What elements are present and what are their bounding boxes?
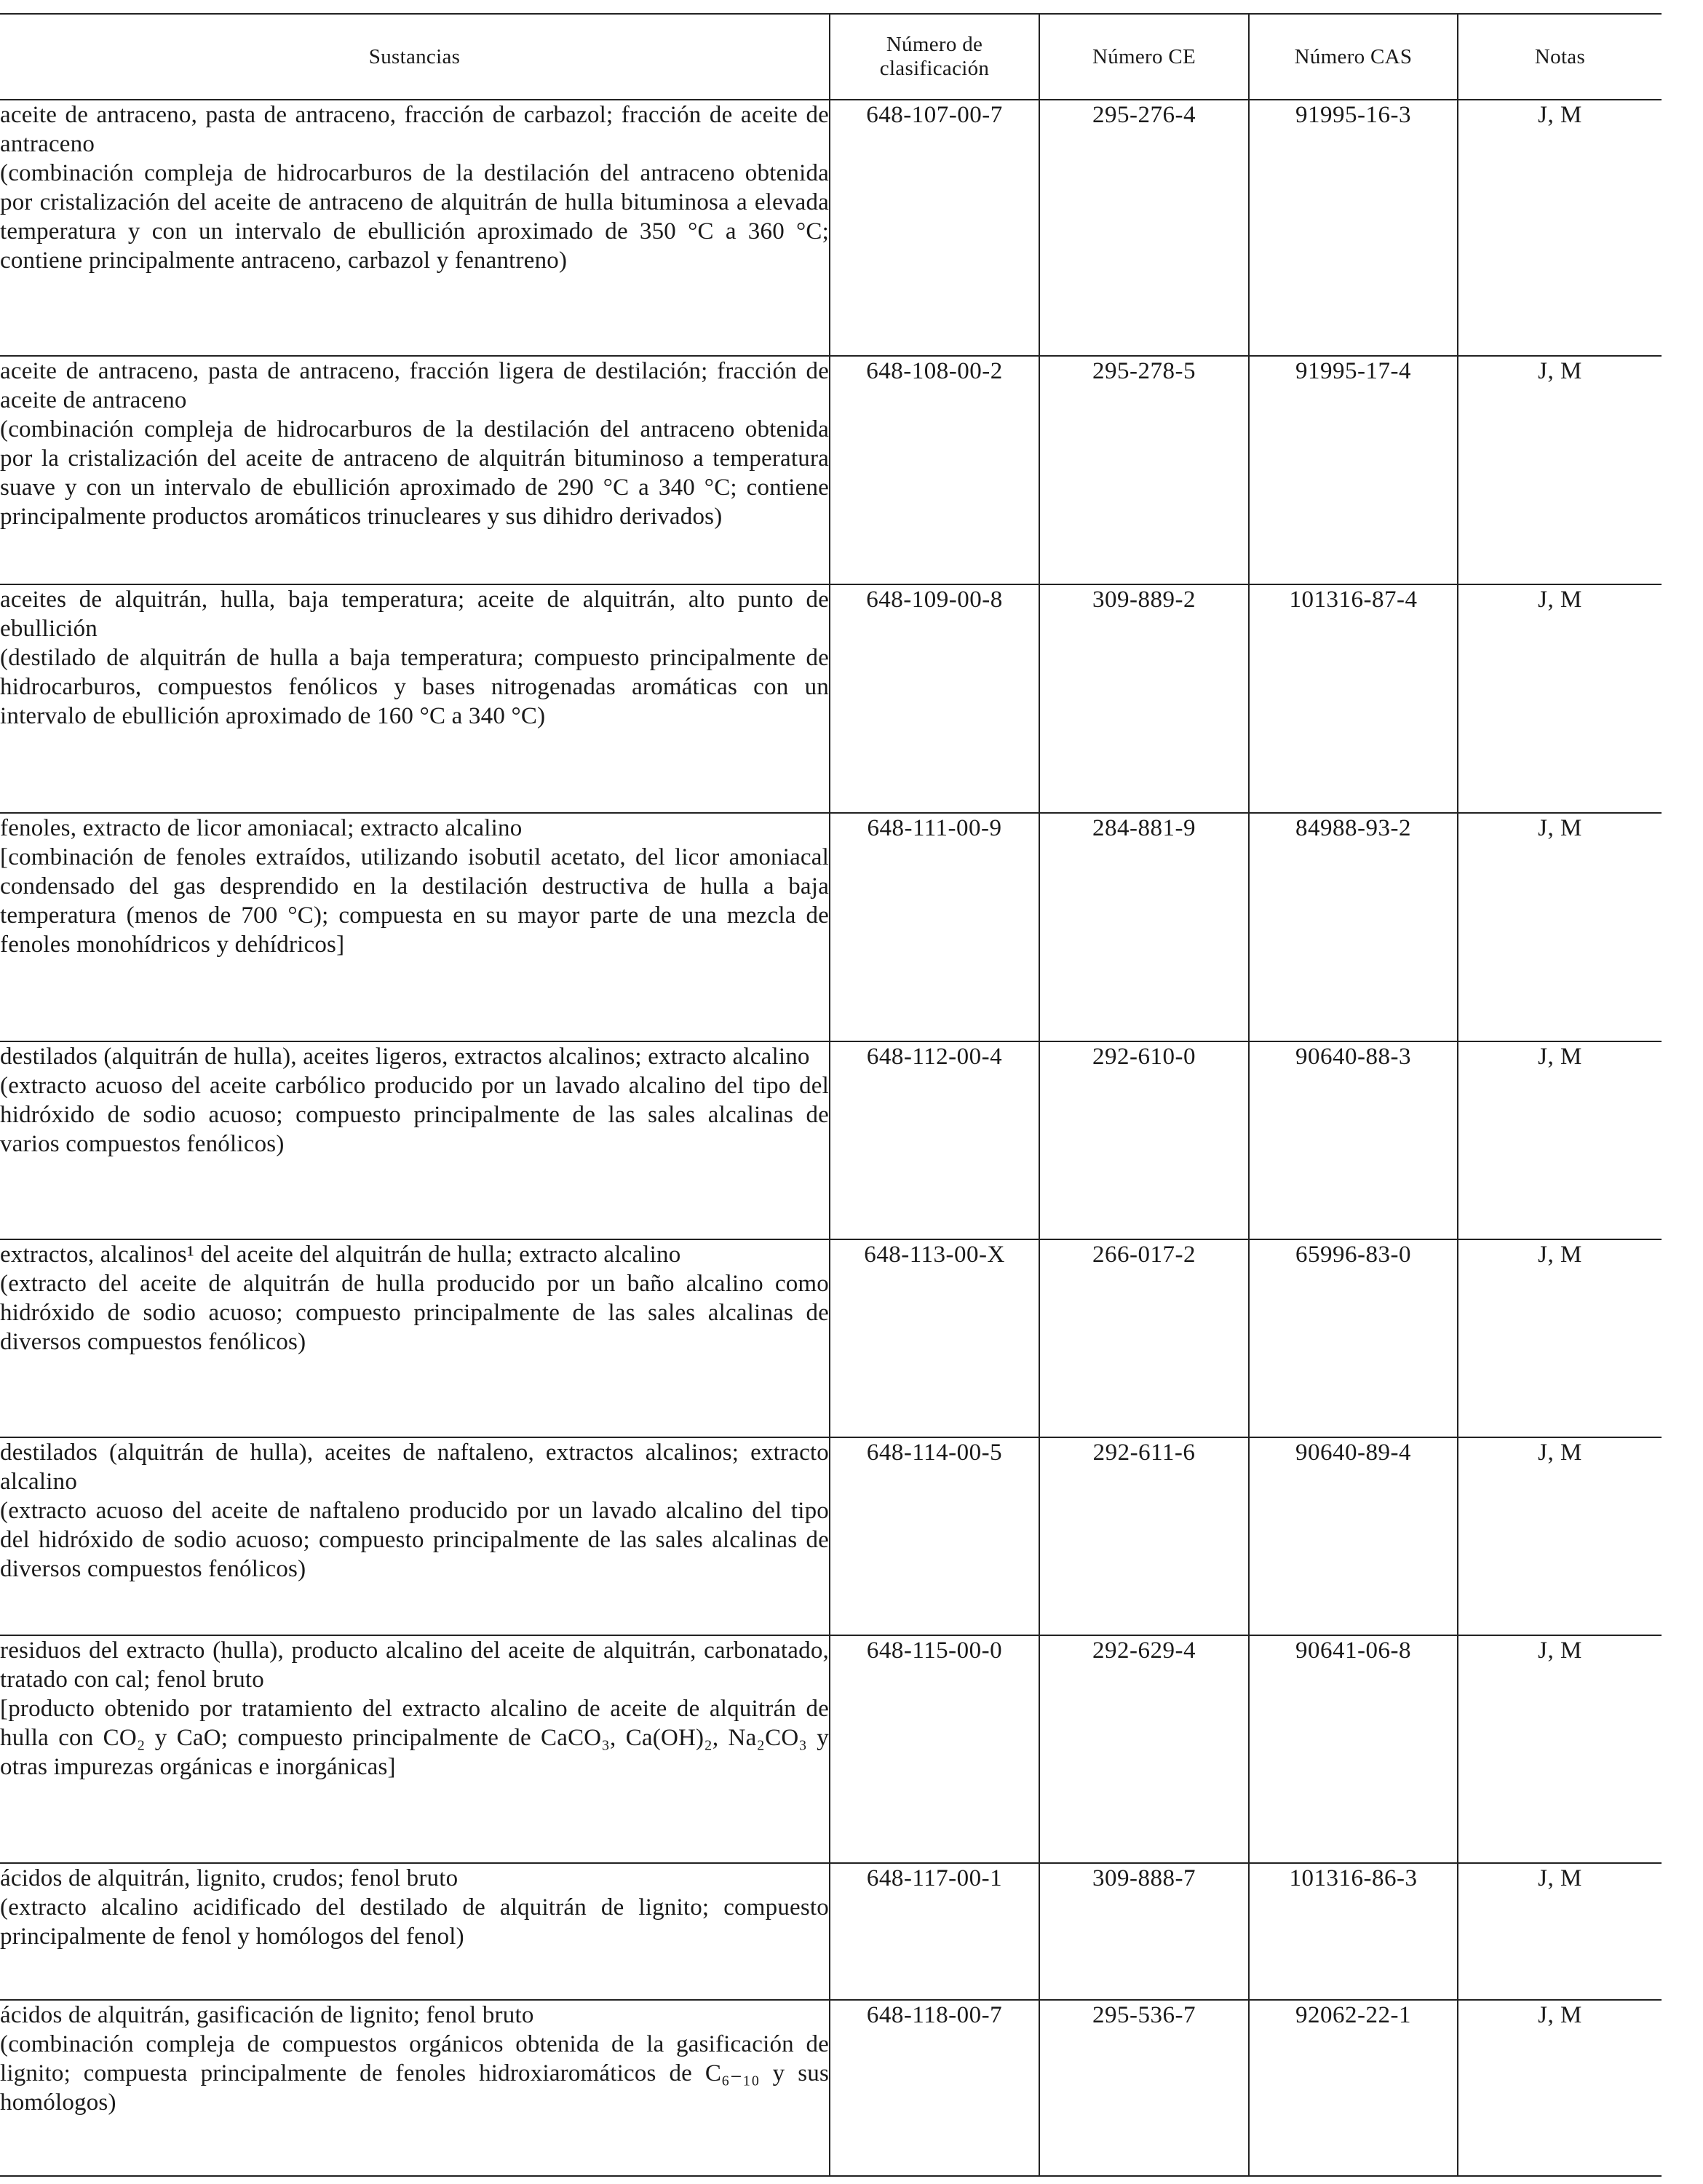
classification-number: 648-118-00-7 <box>830 2000 1039 2176</box>
substance-cell <box>0 356 830 584</box>
cas-number: 90641-06-8 <box>1249 1635 1458 1863</box>
substance-name: aceite de antraceno, pasta de antraceno, fracción ligera de destilación; fracción de aceite de antraceno <box>0 358 829 413</box>
substance-cell <box>0 100 830 356</box>
cas-number: 90640-88-3 <box>1249 1041 1458 1239</box>
ce-number: 292-610-0 <box>1039 1041 1249 1239</box>
cas-number: 65996-83-0 <box>1249 1239 1458 1437</box>
classification-number: 648-107-00-7 <box>830 100 1039 356</box>
classification-number: 648-109-00-8 <box>830 584 1039 813</box>
table-row <box>0 2000 1662 2176</box>
notes: J, M <box>1458 1437 1662 1635</box>
table-row <box>0 1239 1662 1437</box>
ce-number: 309-888-7 <box>1039 1863 1249 2000</box>
cas-number: 101316-86-3 <box>1249 1863 1458 2000</box>
ce-number: 292-611-6 <box>1039 1437 1249 1635</box>
classification-number: 648-117-00-1 <box>830 1863 1039 2000</box>
classification-number: 648-108-00-2 <box>830 356 1039 584</box>
substance-name: destilados (alquitrán de hulla), aceites de naftaleno, extractos alcalinos; extracto alcalino <box>0 1440 829 1495</box>
classification-number: 648-112-00-4 <box>830 1041 1039 1239</box>
notes: J, M <box>1458 1635 1662 1863</box>
substance-name: fenoles, extracto de licor amoniacal; extracto alcalino <box>0 815 523 841</box>
classification-number: 648-111-00-9 <box>830 813 1039 1041</box>
notes: J, M <box>1458 356 1662 584</box>
substance-description: (extracto alcalino acidificado del destilado de alquitrán de lignito; compuesto principalmente de fenol y homólogos del fenol) <box>0 1894 829 1950</box>
substance-description: (combinación compleja de hidrocarburos de la destilación del antraceno obtenida por cristalización del aceite de antraceno de alquitrán de hulla bituminosa a elevada temperatura y con un intervalo de ebullición aproximado de 350 °C a 360 °C; contiene principalmente antraceno, carbazol y fenantreno) <box>0 160 829 274</box>
substance-description: (combinación compleja de hidrocarburos de la destilación del antraceno obtenida por la cristalización del aceite de antraceno de alquitrán bituminoso a temperatura suave y con un intervalo de ebullición aproximado de 290 °C a 340 °C; contiene principalmente productos aromáticos trinucleares y sus dihidro derivados) <box>0 416 829 530</box>
substance-name: residuos del extracto (hulla), producto alcalino del aceite de alquitrán, carbonatado, tratado con cal; fenol bruto <box>0 1637 829 1693</box>
substance-name: aceite de antraceno, pasta de antraceno, fracción de carbazol; fracción de aceite de antraceno <box>0 102 829 157</box>
substance-cell <box>0 584 830 813</box>
classification-number: 648-115-00-0 <box>830 1635 1039 1863</box>
substance-description: [producto obtenido por tratamiento del extracto alcalino de aceite de alquitrán de hulla con CO₂ y CaO; compuesto principalmente de CaCO₃, Ca(OH)₂, Na₂CO₃ y otras impurezas orgánicas e inorgánicas] <box>0 1696 829 1780</box>
substance-name: aceites de alquitrán, hulla, baja temperatura; aceite de alquitrán, alto punto de ebullición <box>0 587 829 642</box>
substance-cell <box>0 1437 830 1635</box>
ce-number: 284-881-9 <box>1039 813 1249 1041</box>
substance-cell <box>0 813 830 1041</box>
notes: J, M <box>1458 100 1662 356</box>
substance-description: (extracto del aceite de alquitrán de hulla producido por un baño alcalino como hidróxido de sodio acuoso; compuesto principalmente de las sales alcalinas de diversos compuestos fenólicos) <box>0 1271 829 1355</box>
substance-cell <box>0 1041 830 1239</box>
substance-cell <box>0 1863 830 2000</box>
header-substances: Sustancias <box>0 14 830 100</box>
substance-name: extractos, alcalinos¹ del aceite del alquitrán de hulla; extracto alcalino <box>0 1242 681 1268</box>
substance-description: [combinación de fenoles extraídos, utilizando isobutil acetato, del licor amoniacal condensado del gas desprendido en la destilación destructiva de hulla a baja temperatura (menos de 700 °C); compuesta en su mayor parte de una mezcla de fenoles monohídricos y dehídricos] <box>0 844 829 958</box>
substance-cell <box>0 2000 830 2176</box>
table-row <box>0 584 1662 813</box>
notes: J, M <box>1458 584 1662 813</box>
ce-number: 295-278-5 <box>1039 356 1249 584</box>
ce-number: 295-276-4 <box>1039 100 1249 356</box>
substance-name: destilados (alquitrán de hulla), aceites ligeros, extractos alcalinos; extracto alcalino <box>0 1044 810 1070</box>
notes: J, M <box>1458 1863 1662 2000</box>
substance-name: ácidos de alquitrán, lignito, crudos; fenol bruto <box>0 1865 458 1891</box>
header-classification-number: Número de clasificación <box>830 14 1039 100</box>
cas-number: 101316-87-4 <box>1249 584 1458 813</box>
cas-number: 84988-93-2 <box>1249 813 1458 1041</box>
ce-number: 292-629-4 <box>1039 1635 1249 1863</box>
cas-number: 91995-17-4 <box>1249 356 1458 584</box>
classification-number: 648-113-00-X <box>830 1239 1039 1437</box>
substance-cell <box>0 1635 830 1863</box>
classification-number: 648-114-00-5 <box>830 1437 1039 1635</box>
substance-cell <box>0 1239 830 1437</box>
ce-number: 266-017-2 <box>1039 1239 1249 1437</box>
cas-number: 91995-16-3 <box>1249 100 1458 356</box>
header-notes: Notas <box>1458 14 1662 100</box>
header-cas-number: Número CAS <box>1249 14 1458 100</box>
notes: J, M <box>1458 1239 1662 1437</box>
table-row <box>0 813 1662 1041</box>
notes: J, M <box>1458 2000 1662 2176</box>
table-row <box>0 100 1662 356</box>
substance-description: (extracto acuoso del aceite de naftaleno producido por un lavado alcalino del tipo del hidróxido de sodio acuoso; compuesto principalmente de las sales alcalinas de diversos compuestos fenólicos) <box>0 1498 829 1582</box>
table-row <box>0 1041 1662 1239</box>
cas-number: 90640-89-4 <box>1249 1437 1458 1635</box>
notes: J, M <box>1458 1041 1662 1239</box>
substance-description: (extracto acuoso del aceite carbólico producido por un lavado alcalino del tipo del hidróxido de sodio acuoso; compuesto principalmente de las sales alcalinas de varios compuestos fenólicos) <box>0 1073 829 1157</box>
table-row <box>0 1635 1662 1863</box>
substance-name: ácidos de alquitrán, gasificación de lignito; fenol bruto <box>0 2002 534 2028</box>
cas-number: 92062-22-1 <box>1249 2000 1458 2176</box>
substances-table <box>0 13 1662 2177</box>
header-ce-number: Número CE <box>1039 14 1249 100</box>
ce-number: 309-889-2 <box>1039 584 1249 813</box>
substance-description: (combinación compleja de compuestos orgánicos obtenida de la gasificación de lignito; compuesta principalmente de fenoles hidroxiaromáticos de C₆₋₁₀ y sus homólogos) <box>0 2031 829 2116</box>
table-row <box>0 356 1662 584</box>
substance-description: (destilado de alquitrán de hulla a baja temperatura; compuesto principalmente de hidrocarburos, compuestos fenólicos y bases nitrogenadas aromáticas con un intervalo de ebullición aproximado de 160 °C a 340 °C) <box>0 645 829 729</box>
table-row <box>0 1437 1662 1635</box>
table-header-row <box>0 14 1662 100</box>
ce-number: 295-536-7 <box>1039 2000 1249 2176</box>
notes: J, M <box>1458 813 1662 1041</box>
table-row <box>0 1863 1662 2000</box>
